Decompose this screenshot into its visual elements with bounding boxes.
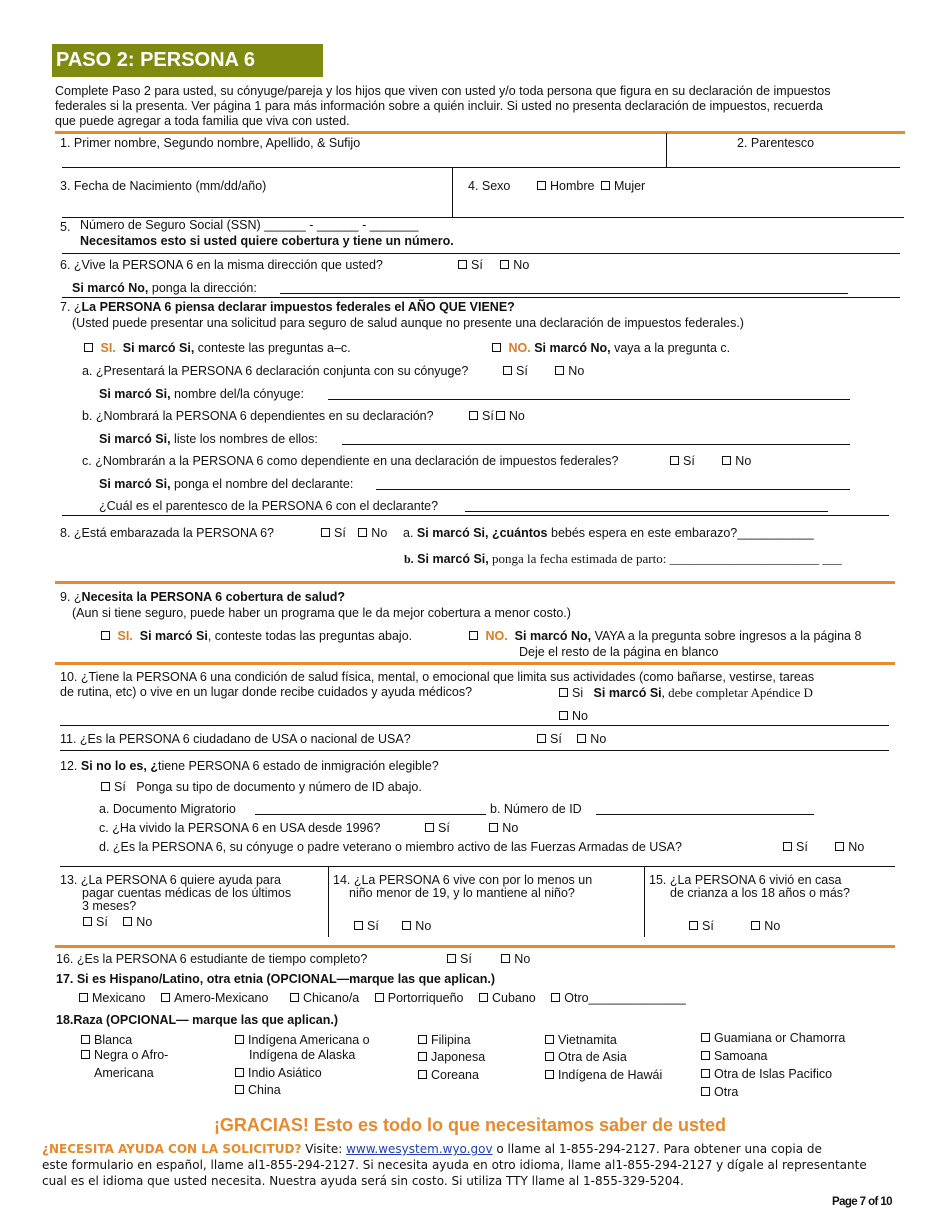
q18-china-checkbox[interactable] xyxy=(235,1085,244,1094)
q6-yes-label: Sí xyxy=(471,258,483,272)
q18-samoana: Samoana xyxy=(701,1049,768,1063)
q18-china: China xyxy=(235,1083,281,1097)
q12-bottom-line xyxy=(60,866,895,867)
q14-q15-divider xyxy=(644,867,645,937)
q15-no-checkbox[interactable] xyxy=(751,921,760,930)
help-line-1: ¿NECESITA AYUDA CON LA SOLICITUD? Visite: www.wesystem.wyo.gov o llame al 1-855-294-2127. Para obtener una copia de xyxy=(42,1142,822,1156)
q16-label: 16. ¿Es la PERSONA 6 estudiante de tiempo completo? xyxy=(56,952,368,966)
q14-no-checkbox[interactable] xyxy=(402,921,411,930)
q7-yes-option: SI. Si marcó Si, conteste las preguntas a–c. xyxy=(84,341,351,355)
q8b-label: b. Si marcó Si, ponga la fecha estimada de parto: _______________________ ___ xyxy=(404,551,842,566)
q14-label-line-2: niño menor de 19, y lo mantiene al niño? xyxy=(349,886,575,900)
q10-no-checkbox[interactable] xyxy=(559,711,568,720)
q7b-yes-checkbox[interactable] xyxy=(469,411,478,420)
q11-no-checkbox[interactable] xyxy=(577,734,586,743)
section-divider xyxy=(55,131,905,134)
q17-cubano-checkbox[interactable] xyxy=(479,993,488,1002)
q13-label-line-3: 3 meses? xyxy=(82,899,137,913)
q15-label-line-1: 15. ¿La PERSONA 6 vivió en casa xyxy=(649,873,842,887)
q18-indigena-hawai-checkbox[interactable] xyxy=(545,1070,554,1079)
q15-label-line-2: de crianza a los 18 años o más? xyxy=(670,886,850,900)
q6-address-field[interactable] xyxy=(280,293,848,294)
intro-text-line-1: Complete Paso 2 para usted, su cónyuge/pareja y los hijos que viven con usted y/o toda persona que figura en su declaración de impuestos xyxy=(55,84,831,98)
q12c-options: Sí No xyxy=(425,821,518,835)
name-field-line[interactable] xyxy=(62,167,900,168)
q18-indio-asiatico: Indio Asiático xyxy=(235,1066,322,1080)
q13-label-line-2: pagar cuentas médicas de los últimos xyxy=(82,886,292,900)
q12c-no-checkbox[interactable] xyxy=(489,823,498,832)
q12b-id-field[interactable] xyxy=(596,814,814,815)
q18-otra-asia-checkbox[interactable] xyxy=(545,1052,554,1061)
q8a-label: a. Si marcó Si, ¿cuántos bebés espera en este embarazo?___________ xyxy=(403,526,814,540)
q7a-yes-checkbox[interactable] xyxy=(503,366,512,375)
q11-bottom-line xyxy=(60,750,889,751)
q18-filipina: Filipina xyxy=(418,1033,471,1047)
q7b-follow-up: Si marcó Si, liste los nombres de ellos: xyxy=(99,432,318,446)
q6-follow-up: Si marcó No, ponga la dirección: xyxy=(72,281,257,295)
q7c-relationship-label: ¿Cuál es el parentesco de la PERSONA 6 con el declarante? xyxy=(99,499,439,513)
q3-q4-divider xyxy=(452,168,453,218)
q14-label-line-1: 14. ¿La PERSONA 6 vive con por lo menos un xyxy=(333,873,593,887)
q5-label: Número de Seguro Social (SSN) ______ - ______ - _______ xyxy=(80,218,419,232)
intro-text-line-3: que puede agregar a toda familia que viva con usted. xyxy=(55,114,350,128)
q13-label-line-1: 13. ¿La PERSONA 6 quiere ayuda para xyxy=(60,873,281,887)
q1-label: 1. Primer nombre, Segundo nombre, Apellido, & Sufijo xyxy=(60,136,361,150)
q4-hombre-label: Hombre xyxy=(550,179,595,193)
q7c-follow-up: Si marcó Si, ponga el nombre del declarante: xyxy=(99,477,354,491)
q6-label: 6. ¿Vive la PERSONA 6 en la misma dirección que usted? xyxy=(60,258,383,272)
q9-subtext: (Aun si tiene seguro, puede haber un programa que le da mejor cobertura a menor costo.) xyxy=(72,606,571,620)
q7-yes-checkbox[interactable] xyxy=(84,343,93,352)
q12-yes-checkbox[interactable] xyxy=(101,782,110,791)
q7-label: 7. ¿La PERSONA 6 piensa declarar impuestos federales el AÑO QUE VIENE? xyxy=(60,300,515,314)
q12a-label: a. Documento Migratorio xyxy=(99,802,236,816)
page-number: Page 7 of 10 xyxy=(832,1196,892,1208)
q13-options: Sí No xyxy=(83,915,152,929)
q18-negra: Negra o Afro- xyxy=(81,1048,168,1062)
section-divider-q9 xyxy=(55,581,895,584)
q7b-no-checkbox[interactable] xyxy=(496,411,505,420)
q4-mujer-checkbox[interactable] xyxy=(601,181,610,190)
q7a-spouse-field[interactable] xyxy=(328,399,850,400)
q1-q2-divider xyxy=(666,133,667,167)
q18-otra-asia: Otra de Asia xyxy=(545,1050,627,1064)
q18-japonesa: Japonesa xyxy=(418,1050,485,1064)
q18-guamiana-checkbox[interactable] xyxy=(701,1033,710,1042)
q9-no-option: NO. Si marcó No, VAYA a la pregunta sobre ingresos a la página 8 xyxy=(469,629,861,643)
q18-indigena-hawai: Indígena de Hawái xyxy=(545,1068,662,1082)
q18-negra-line-2: Americana xyxy=(94,1066,154,1080)
q18-negra-checkbox[interactable] xyxy=(81,1050,90,1059)
q18-otra-checkbox[interactable] xyxy=(701,1087,710,1096)
q18-indigena-alaska: Indígena de Alaska xyxy=(249,1048,356,1062)
q12a-document-field[interactable] xyxy=(255,814,486,815)
q14-options: Sí No xyxy=(354,919,431,933)
q7-bottom-line xyxy=(62,515,889,516)
q8-options: Sí No xyxy=(321,526,387,540)
q7b-options: Sí No xyxy=(469,409,525,423)
q7c-label: c. ¿Nombrarán a la PERSONA 6 como dependiente en una declaración de impuestos federales? xyxy=(82,454,619,468)
q4-mujer-label: Mujer xyxy=(613,179,646,193)
q18-vietnamita: Vietnamita xyxy=(545,1033,617,1047)
q16-options: Sí No xyxy=(447,952,530,966)
q7a-no-checkbox[interactable] xyxy=(555,366,564,375)
q12d-options: Sí No xyxy=(783,840,864,854)
q14-yes-checkbox[interactable] xyxy=(354,921,363,930)
q5-bottom-line xyxy=(62,253,900,254)
q7c-filer-field[interactable] xyxy=(376,489,850,490)
q4-hombre-checkbox[interactable] xyxy=(537,181,546,190)
q11-label: 11. ¿Es la PERSONA 6 ciudadano de USA o nacional de USA? xyxy=(60,732,411,746)
q17-options: Mexicano Amero-Mexicano Chicano/a Portorriqueño Cubano Otro______________ xyxy=(79,991,686,1005)
q4-label: 4. Sexo xyxy=(468,179,511,193)
q9-no-instruction: Deje el resto de la página en blanco xyxy=(519,645,719,659)
q11-options: Sí No xyxy=(537,732,606,746)
q6-no-checkbox[interactable] xyxy=(500,260,509,269)
q7a-options: Sí No xyxy=(503,364,584,378)
q6-bottom-line xyxy=(62,297,900,298)
q12c-label: c. ¿Ha vivido la PERSONA 6 en USA desde 1996? xyxy=(99,821,381,835)
section-divider-q10 xyxy=(55,662,895,665)
q18-blanca: Blanca xyxy=(81,1033,132,1047)
q18-guamiana: Guamiana or Chamorra xyxy=(701,1031,845,1045)
help-line-2: este formulario en español, llame al1-855-294-2127. Si necesita ayuda en otro idioma, llame al1-855-294-2127 y dígale al representante xyxy=(42,1158,867,1172)
q5-note: Necesitamos esto si usted quiere cobertura y tiene un número. xyxy=(80,234,454,248)
q12d-yes-checkbox[interactable] xyxy=(783,842,792,851)
q7c-yes-checkbox[interactable] xyxy=(670,456,679,465)
q3-label: 3. Fecha de Nacimiento (mm/dd/año) xyxy=(60,179,267,193)
q13-no-checkbox[interactable] xyxy=(123,917,132,926)
q17-otro-checkbox[interactable] xyxy=(551,993,560,1002)
q5-number: 5. xyxy=(60,220,71,234)
q9-yes-option: SI. Si marcó Si, conteste todas las preguntas abajo. xyxy=(101,629,412,643)
q18-coreana: Coreana xyxy=(418,1068,479,1082)
q18-otra: Otra xyxy=(701,1085,738,1099)
q7b-label: b. ¿Nombrará la PERSONA 6 dependientes en su declaración? xyxy=(82,409,434,423)
q7c-relationship-field[interactable] xyxy=(465,511,828,512)
intro-text-line-2: federales si la presenta. Ver página 1 para más información sobre a quién incluir. Si usted no presenta declaración de impuestos, recuerda xyxy=(55,99,823,113)
q17-amero-mexicano-checkbox[interactable] xyxy=(161,993,170,1002)
q7-subtext: (Usted puede presentar una solicitud para seguro de salud aunque no presente una declaración de impuestos federales.) xyxy=(72,316,744,330)
page-title: PASO 2: PERSONA 6 xyxy=(52,44,323,77)
q12d-no-checkbox[interactable] xyxy=(835,842,844,851)
q7a-label: a. ¿Presentará la PERSONA 6 declaración conjunta con su cónyuge? xyxy=(82,364,469,378)
q12d-label: d. ¿Es la PERSONA 6, su cónyuge o padre veterano o miembro activo de las Fuerzas Armadas de USA? xyxy=(99,840,682,854)
q15-options: Sí No xyxy=(689,919,780,933)
q16-no-checkbox[interactable] xyxy=(501,954,510,963)
q9-no-checkbox[interactable] xyxy=(469,631,478,640)
q9-yes-checkbox[interactable] xyxy=(101,631,110,640)
q7-no-checkbox[interactable] xyxy=(492,343,501,352)
q10-yes-checkbox[interactable] xyxy=(559,688,568,697)
q12-label: 12. Si no lo es, ¿tiene PERSONA 6 estado de inmigración elegible? xyxy=(60,759,439,773)
q9-label: 9. ¿Necesita la PERSONA 6 cobertura de salud? xyxy=(60,590,346,604)
q18-samoana-checkbox[interactable] xyxy=(701,1051,710,1060)
q17-mexicano-checkbox[interactable] xyxy=(79,993,88,1002)
q10-bottom-line xyxy=(60,725,889,726)
website-link[interactable]: www.wesystem.wyo.gov xyxy=(346,1142,493,1156)
q16-yes-checkbox[interactable] xyxy=(447,954,456,963)
q15-yes-checkbox[interactable] xyxy=(689,921,698,930)
q7c-options: Sí No xyxy=(670,454,751,468)
section-divider-q16 xyxy=(55,945,895,948)
q18-otra-islas-checkbox[interactable] xyxy=(701,1069,710,1078)
q18-indio-asiatico-checkbox[interactable] xyxy=(235,1068,244,1077)
q17-label: 17. Si es Hispano/Latino, otra etnia (OPCIONAL—marque las que aplican.) xyxy=(56,972,495,986)
q12b-label: b. Número de ID xyxy=(490,802,582,816)
q6-options xyxy=(458,258,529,272)
q18-indigena-americana: Indígena Americana o xyxy=(235,1033,370,1047)
q18-otra-islas: Otra de Islas Pacifico xyxy=(701,1067,832,1081)
q18-japonesa-checkbox[interactable] xyxy=(418,1052,427,1061)
q10-no-option: No xyxy=(559,709,588,723)
q12c-yes-checkbox[interactable] xyxy=(425,823,434,832)
q10-label-line-2: de rutina, etc) o vive en un lugar donde recibe cuidados y ayuda médicos? xyxy=(60,685,473,699)
q8-no-checkbox[interactable] xyxy=(358,528,367,537)
q2-label: 2. Parentesco xyxy=(737,136,815,150)
q6-no-label: No xyxy=(513,258,530,272)
q17-chicano-checkbox[interactable] xyxy=(290,993,299,1002)
q17-portorriqueno-checkbox[interactable] xyxy=(375,993,384,1002)
q18-blanca-checkbox[interactable] xyxy=(81,1035,90,1044)
q18-coreana-checkbox[interactable] xyxy=(418,1070,427,1079)
q11-yes-checkbox[interactable] xyxy=(537,734,546,743)
q13-yes-checkbox[interactable] xyxy=(83,917,92,926)
q7b-dependents-field[interactable] xyxy=(342,444,850,445)
q18-label: 18.Raza (OPCIONAL— marque las que aplican.) xyxy=(56,1013,339,1027)
q6-yes-checkbox[interactable] xyxy=(458,260,467,269)
q7c-no-checkbox[interactable] xyxy=(722,456,731,465)
q13-q14-divider xyxy=(328,867,329,937)
q18-vietnamita-checkbox[interactable] xyxy=(545,1035,554,1044)
q10-label-line-1: 10. ¿Tiene la PERSONA 6 una condición de salud física, mental, o emocional que limita sus actividades (como bañarse, vestirse, tareas xyxy=(60,670,815,684)
q10-yes-option: Si Si marcó Si, debe completar Apéndice D xyxy=(559,685,813,701)
q8-label: 8. ¿Está embarazada la PERSONA 6? xyxy=(60,526,274,540)
help-line-3: cual es el idioma que usted necesita. Nuestra ayuda será sin costo. Si utiliza TTY llame al 1-855-329-5204. xyxy=(42,1174,684,1188)
q8-yes-checkbox[interactable] xyxy=(321,528,330,537)
q7a-follow-up: Si marcó Si, nombre del/la cónyuge: xyxy=(99,387,304,401)
q7-no-option: NO. Si marcó No, vaya a la pregunta c. xyxy=(492,341,730,355)
q4-options xyxy=(537,179,645,193)
thanks-heading: ¡GRACIAS! Esto es todo lo que necesitamos saber de usted xyxy=(213,1115,727,1135)
q12-yes-option: Sí Ponga su tipo de documento y número de ID abajo. xyxy=(101,780,422,794)
q18-filipina-checkbox[interactable] xyxy=(418,1035,427,1044)
q18-indigena-americana-checkbox[interactable] xyxy=(235,1035,244,1044)
